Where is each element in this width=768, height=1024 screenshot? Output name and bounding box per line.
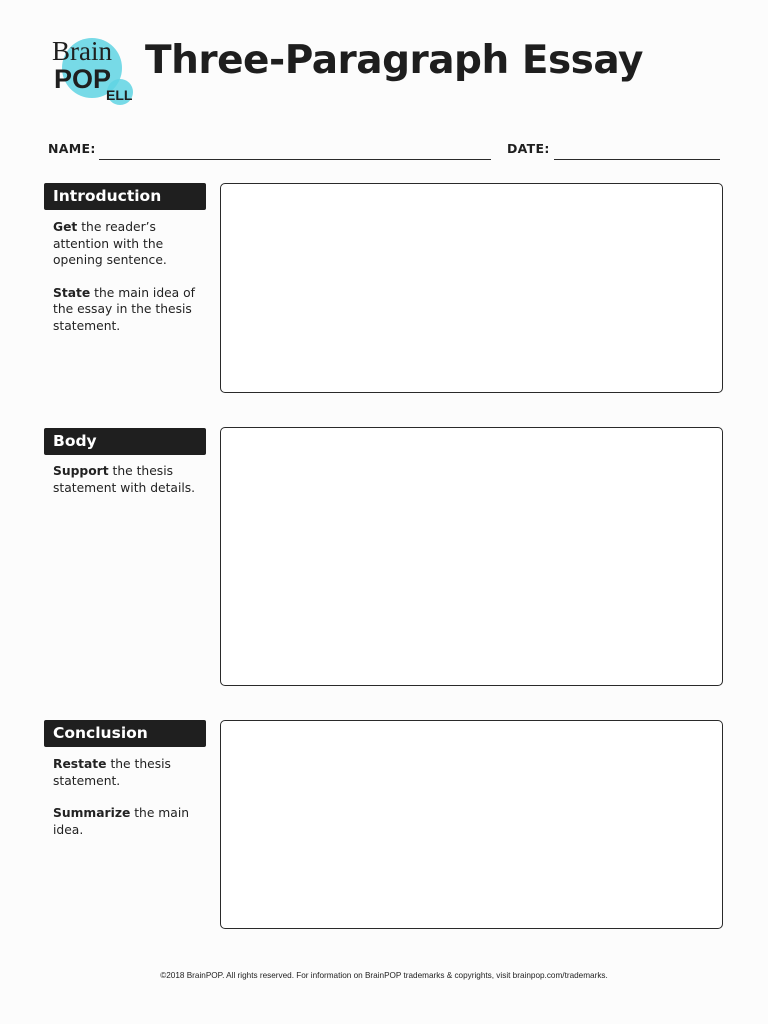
logo-pop-text: POP <box>54 64 112 94</box>
logo-brain-text: Brain <box>52 36 112 66</box>
copyright-footer: ©2018 BrainPOP. All rights reserved. For information on BrainPOP trademarks & copyrights, visit brainpop.com/trademarks. <box>160 971 608 980</box>
date-label: DATE: <box>507 141 550 156</box>
conclusion-instruction-2: Summarize the main idea. <box>53 806 190 837</box>
body-heading: Body <box>44 428 206 455</box>
introduction-instruction-1: Get the reader’s attention with the opening sentence. <box>53 220 167 267</box>
conclusion-heading: Conclusion <box>44 720 206 747</box>
page-title: Three-Paragraph Essay <box>145 38 643 83</box>
name-field-line[interactable] <box>99 159 491 160</box>
name-label: NAME: <box>48 141 96 156</box>
introduction-instructions <box>53 219 213 350</box>
conclusion-instructions <box>53 756 213 854</box>
conclusion-instruction-1: Restate the thesis statement. <box>53 757 171 788</box>
body-instruction-1: Support the thesis statement with details. <box>53 464 196 495</box>
introduction-writing-box[interactable] <box>220 183 723 393</box>
logo-ell-badge: ELL <box>106 87 133 103</box>
date-field-line[interactable] <box>554 159 720 160</box>
brainpop-ell-logo <box>48 28 138 110</box>
body-writing-box[interactable] <box>220 427 723 686</box>
conclusion-writing-box[interactable] <box>220 720 723 929</box>
introduction-heading: Introduction <box>44 183 206 210</box>
introduction-instruction-2: State the main idea of the essay in the thesis statement. <box>53 285 195 333</box>
body-instructions <box>53 463 213 512</box>
